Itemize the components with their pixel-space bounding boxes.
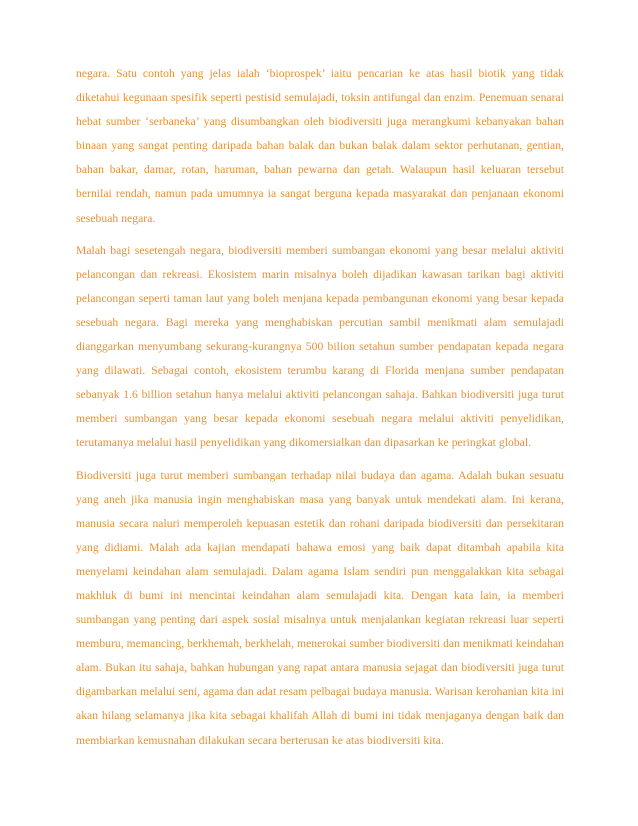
document-page (76, 62, 564, 753)
paragraph-cultural-religious-value: Biodiversiti juga turut memberi sumbangan terhadap nilai budaya dan agama. Adalah bukan sesuatu yang aneh jika manusia ingin menghabiskan masa yang banyak untuk mendekati alam. Ini kerana, manusia secara naluri memperoleh kepuasan estetik dan rohani daripada biodiversiti dan persekitaran yang didiami. Malah ada kajian mendapati bahawa emosi yang baik dapat ditambah apabila kita menyelami keindahan alam semulajadi. Dalam agama Islam sendiri pun menggalakkan kita sebagai makhluk di bumi ini mencintai keindahan alam semulajadi kita. Dengan kata lain, ia memberi sumbangan yang penting dari aspek sosial misalnya untuk menjalankan kegiatan rekreasi luar seperti memburu, memancing, berkhemah, berkhelah, menerokai sumber biodiversiti dan menikmati keindahan alam. Bukan itu sahaja, bahkan hubungan yang rapat antara manusia sejagat dan biodiversiti juga turut digambarkan melalui seni, agama dan adat resam pelbagai budaya manusia. Warisan kerohanian kita ini akan hilang selamanya jika kita sebagai khalifah Allah di bumi ini tidak menjaganya dengan baik dan membiarkan kemusnahan dilakukan secara berterusan ke atas biodiversiti kita. (76, 468, 564, 747)
paragraph-tourism-research: Malah bagi sesetengah negara, biodiversiti memberi sumbangan ekonomi yang besar melalui aktiviti pelancongan dan rekreasi. Ekosistem marin misalnya boleh dijadikan kawasan tarikan bagi aktiviti pelancongan seperti taman laut yang boleh menjana kepada pembangunan ekonomi yang besar kepada sesebuah negara. Bagi mereka yang menghabiskan percutian sambil menikmati alam semulajadi dianggarkan menyumbang sekurang-kurangnya 500 bilion setahun sumber pendapatan kepada negara yang dilawati. Sebagai contoh, ekosistem terumbu karang di Florida menjana sumber pendapatan sebanyak 1.6 billion setahun hanya melalui aktiviti pelancongan sahaja. Bahkan biodiversiti juga turut memberi sumbangan yang besar kepada ekonomi sesebuah negara melalui aktiviti penyelidikan, terutamanya melalui hasil penyelidikan yang dikomersialkan dan dipasarkan ke peringkat global. (76, 243, 564, 450)
paragraph-economic-value: negara. Satu contoh yang jelas ialah ‘bioprospek’ iaitu pencarian ke atas hasil biotik yang tidak diketahui kegunaan spesifik seperti pestisid semulajadi, toksin antifungal dan enzim. Penemuan senarai hebat sumber ‘serbaneka’ yang disumbangkan oleh biodiversiti juga merangkumi kebanyakan bahan binaan yang sangat penting daripada bahan balak dan bukan balak dalam sektor perhutanan, gentian, bahan bakar, damar, rotan, haruman, bahan pewarna dan getah. Walaupun hasil keluaran tersebut bernilai rendah, namun pada umumnya ia sangat berguna kepada masyarakat dan penjanaan ekonomi sesebuah negara. (76, 67, 564, 225)
